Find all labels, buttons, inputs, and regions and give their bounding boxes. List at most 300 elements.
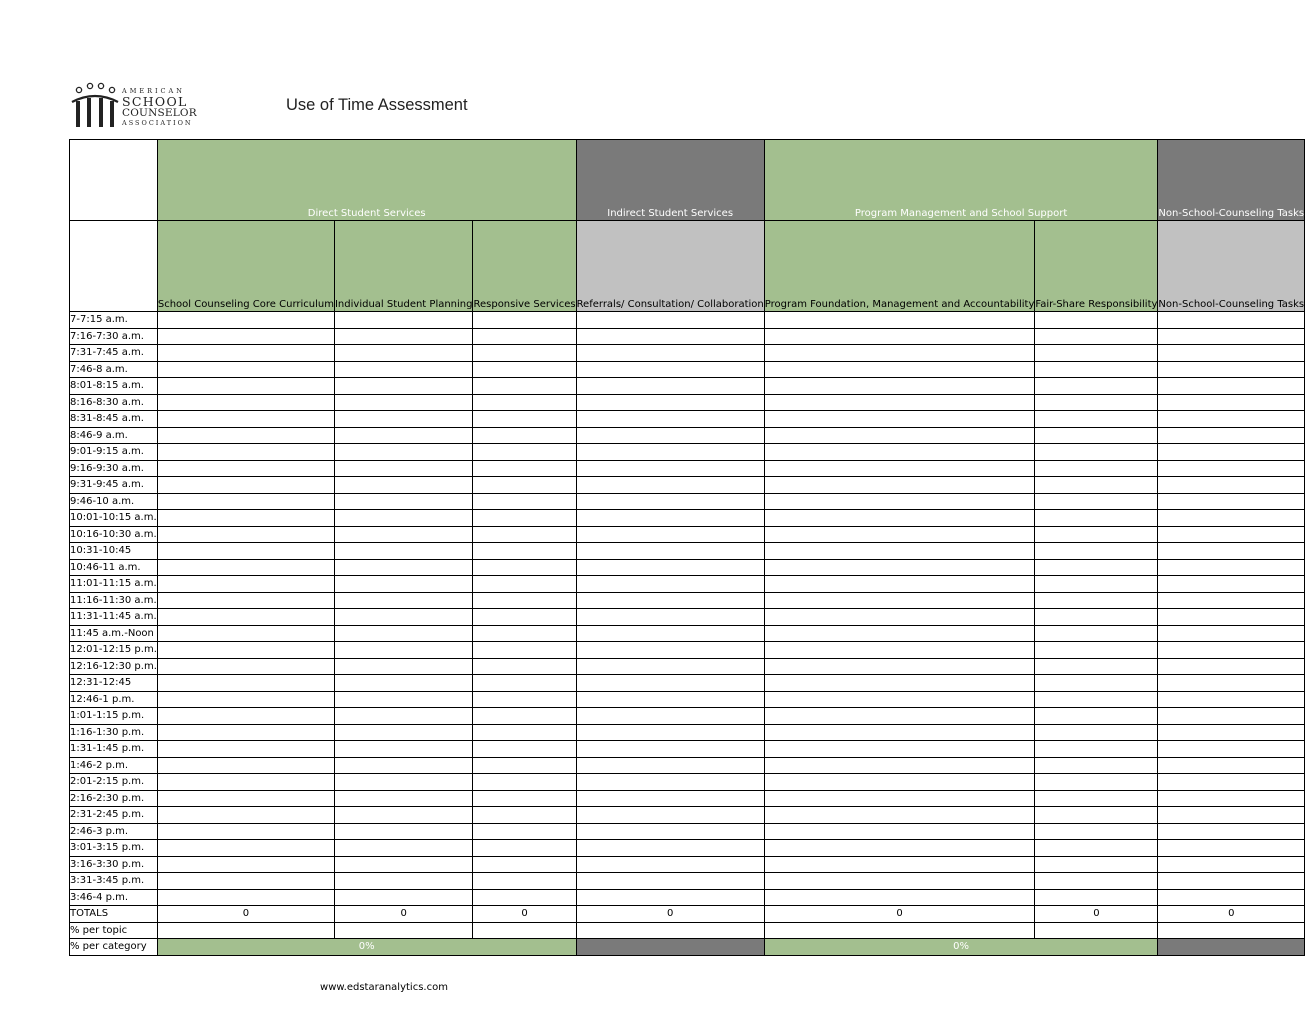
entry-cell[interactable] [576,807,764,824]
entry-cell[interactable] [764,840,1035,857]
entry-cell[interactable] [334,345,473,362]
entry-cell[interactable] [764,510,1035,527]
entry-cell[interactable] [576,774,764,791]
entry-cell[interactable] [764,675,1035,692]
entry-cell[interactable] [764,312,1035,329]
entry-cell[interactable] [764,724,1035,741]
entry-cell[interactable] [1035,856,1158,873]
entry-cell[interactable] [157,856,334,873]
table-row [70,312,1305,329]
entry-cell[interactable] [157,708,334,725]
time-assessment-table [69,139,1305,956]
entry-cell[interactable] [334,460,473,477]
entry-cell[interactable] [576,493,764,510]
entry-cell[interactable] [1035,460,1158,477]
entry-cell[interactable] [764,477,1035,494]
entry-cell[interactable] [764,361,1035,378]
entry-cell[interactable] [334,691,473,708]
entry-cell[interactable] [473,559,576,576]
entry-cell[interactable] [334,609,473,626]
entry-cell[interactable] [576,625,764,642]
entry-cell[interactable] [157,510,334,527]
entry-cell[interactable] [764,345,1035,362]
entry-cell[interactable] [473,576,576,593]
entry-cell[interactable] [576,394,764,411]
time-slot-label: 3:01-3:15 p.m. [70,840,158,857]
entry-cell[interactable] [334,361,473,378]
entry-cell[interactable] [1158,807,1305,824]
entry-cell[interactable] [334,378,473,395]
entry-cell[interactable] [157,444,334,461]
entry-cell[interactable] [473,856,576,873]
entry-cell[interactable] [1158,328,1305,345]
entry-cell[interactable] [334,675,473,692]
entry-cell[interactable] [473,444,576,461]
entry-cell[interactable] [1035,427,1158,444]
table-row [70,493,1305,510]
entry-cell[interactable] [764,576,1035,593]
per-topic-cell [334,922,473,939]
entry-cell[interactable] [334,642,473,659]
entry-cell[interactable] [1158,889,1305,906]
entry-cell[interactable] [157,592,334,609]
entry-cell[interactable] [576,312,764,329]
entry-cell[interactable] [473,840,576,857]
entry-cell[interactable] [764,856,1035,873]
table-row [70,724,1305,741]
entry-cell[interactable] [764,625,1035,642]
entry-cell[interactable] [473,312,576,329]
entry-cell[interactable] [764,741,1035,758]
entry-cell[interactable] [1035,361,1158,378]
entry-cell[interactable] [157,625,334,642]
entry-cell[interactable] [157,411,334,428]
entry-cell[interactable] [1158,625,1305,642]
total-value: 0 [473,906,576,923]
entry-cell[interactable] [576,790,764,807]
entry-cell[interactable] [334,840,473,857]
entry-cell[interactable] [473,378,576,395]
entry-cell[interactable] [764,493,1035,510]
entry-cell[interactable] [1035,312,1158,329]
entry-cell[interactable] [1158,741,1305,758]
entry-cell[interactable] [764,757,1035,774]
entry-cell[interactable] [576,840,764,857]
total-value: 0 [576,906,764,923]
entry-cell[interactable] [473,823,576,840]
per-category-row [70,939,1305,956]
entry-cell[interactable] [334,427,473,444]
entry-cell[interactable] [1035,411,1158,428]
entry-cell[interactable] [764,592,1035,609]
total-value: 0 [764,906,1035,923]
entry-cell[interactable] [576,741,764,758]
entry-cell[interactable] [157,889,334,906]
table-row [70,823,1305,840]
time-slot-label: 2:46-3 p.m. [70,823,158,840]
entry-cell[interactable] [576,708,764,725]
entry-cell[interactable] [764,658,1035,675]
entry-cell[interactable] [1158,345,1305,362]
entry-cell[interactable] [334,394,473,411]
entry-cell[interactable] [1035,790,1158,807]
entry-cell[interactable] [473,460,576,477]
total-value: 0 [334,906,473,923]
entry-cell[interactable] [334,559,473,576]
entry-cell[interactable] [1035,328,1158,345]
entry-cell[interactable] [157,328,334,345]
entry-cell[interactable] [473,526,576,543]
entry-cell[interactable] [1158,510,1305,527]
entry-cell[interactable] [1035,757,1158,774]
entry-cell[interactable] [334,526,473,543]
entry-cell[interactable] [1158,312,1305,329]
entry-cell[interactable] [1035,675,1158,692]
time-slot-label: 9:16-9:30 a.m. [70,460,158,477]
entry-cell[interactable] [1035,345,1158,362]
entry-cell[interactable] [1158,840,1305,857]
table-row [70,411,1305,428]
entry-cell[interactable] [1158,790,1305,807]
entry-cell[interactable] [157,724,334,741]
entry-cell[interactable] [334,625,473,642]
entry-cell[interactable] [473,724,576,741]
entry-cell[interactable] [334,477,473,494]
entry-cell[interactable] [1035,493,1158,510]
logo-line-american: AMERICAN [122,87,185,95]
time-slot-label: 9:31-9:45 a.m. [70,477,158,494]
entry-cell[interactable] [157,675,334,692]
entry-cell[interactable] [473,609,576,626]
entry-cell[interactable] [764,873,1035,890]
entry-cell[interactable] [1158,691,1305,708]
entry-cell[interactable] [334,757,473,774]
entry-cell[interactable] [1035,658,1158,675]
entry-cell[interactable] [1035,840,1158,857]
table-row [70,889,1305,906]
entry-cell[interactable] [334,444,473,461]
entry-cell[interactable] [157,609,334,626]
entry-cell[interactable] [1035,378,1158,395]
table-row [70,642,1305,659]
table-row [70,592,1305,609]
entry-cell[interactable] [1035,576,1158,593]
entry-cell[interactable] [157,493,334,510]
entry-cell[interactable] [473,642,576,659]
entry-cell[interactable] [576,889,764,906]
time-slot-label: 11:31-11:45 a.m. [70,609,158,626]
entry-cell[interactable] [764,823,1035,840]
entry-cell[interactable] [334,856,473,873]
category-header: Direct Student Services [157,140,576,221]
entry-cell[interactable] [157,790,334,807]
entry-cell[interactable] [157,741,334,758]
entry-cell[interactable] [1158,394,1305,411]
table-row [70,576,1305,593]
entry-cell[interactable] [473,675,576,692]
entry-cell[interactable] [157,312,334,329]
entry-cell[interactable] [157,691,334,708]
entry-cell[interactable] [1158,576,1305,593]
table-row [70,526,1305,543]
entry-cell[interactable] [576,658,764,675]
entry-cell[interactable] [334,741,473,758]
entry-cell[interactable] [157,345,334,362]
time-slot-label: 8:01-8:15 a.m. [70,378,158,395]
entry-cell[interactable] [157,658,334,675]
entry-cell[interactable] [764,328,1035,345]
entry-cell[interactable] [473,592,576,609]
entry-cell[interactable] [576,328,764,345]
entry-cell[interactable] [576,427,764,444]
entry-cell[interactable] [1158,411,1305,428]
entry-cell[interactable] [1035,889,1158,906]
entry-cell[interactable] [157,559,334,576]
entry-cell[interactable] [1158,642,1305,659]
entry-cell[interactable] [576,691,764,708]
table-row [70,378,1305,395]
entry-cell[interactable] [1158,757,1305,774]
entry-cell[interactable] [334,576,473,593]
category-header: Non-School-Counseling Tasks [1158,140,1305,221]
entry-cell[interactable] [764,378,1035,395]
entry-cell[interactable] [764,790,1035,807]
entry-cell[interactable] [334,724,473,741]
entry-cell[interactable] [157,477,334,494]
table-row [70,741,1305,758]
entry-cell[interactable] [576,724,764,741]
entry-cell[interactable] [1035,823,1158,840]
entry-cell[interactable] [1158,823,1305,840]
entry-cell[interactable] [157,378,334,395]
entry-cell[interactable] [576,510,764,527]
entry-cell[interactable] [1158,774,1305,791]
entry-cell[interactable] [157,807,334,824]
table-row [70,444,1305,461]
entry-cell[interactable] [576,345,764,362]
entry-cell[interactable] [576,411,764,428]
entry-cell[interactable] [764,807,1035,824]
table-row [70,394,1305,411]
entry-cell[interactable] [473,345,576,362]
entry-cell[interactable] [334,790,473,807]
column-header: School Counseling Core Curriculum [157,221,334,312]
entry-cell[interactable] [576,823,764,840]
entry-cell[interactable] [576,559,764,576]
per-category-cell: 0% [764,939,1158,956]
entry-cell[interactable] [334,708,473,725]
entry-cell[interactable] [473,741,576,758]
table-row [70,328,1305,345]
entry-cell[interactable] [764,543,1035,560]
entry-cell[interactable] [576,543,764,560]
entry-cell[interactable] [1035,592,1158,609]
entry-cell[interactable] [1035,394,1158,411]
entry-cell[interactable] [157,642,334,659]
entry-cell[interactable] [1158,708,1305,725]
entry-cell[interactable] [473,477,576,494]
time-slot-label: 8:31-8:45 a.m. [70,411,158,428]
entry-cell[interactable] [764,411,1035,428]
per-category-cell [1158,939,1305,956]
time-slot-label: 8:16-8:30 a.m. [70,394,158,411]
entry-cell[interactable] [473,757,576,774]
entry-cell[interactable] [1158,361,1305,378]
entry-cell[interactable] [1035,708,1158,725]
entry-cell[interactable] [334,543,473,560]
entry-cell[interactable] [334,312,473,329]
entry-cell[interactable] [1158,592,1305,609]
time-slot-label: 2:31-2:45 p.m. [70,807,158,824]
entry-cell[interactable] [157,427,334,444]
entry-cell[interactable] [473,889,576,906]
entry-cell[interactable] [334,807,473,824]
per-topic-row [70,922,1305,939]
table-row [70,559,1305,576]
entry-cell[interactable] [473,691,576,708]
entry-cell[interactable] [576,444,764,461]
entry-cell[interactable] [764,427,1035,444]
table-row [70,774,1305,791]
entry-cell[interactable] [764,394,1035,411]
entry-cell[interactable] [764,460,1035,477]
entry-cell[interactable] [764,708,1035,725]
entry-cell[interactable] [1158,609,1305,626]
entry-cell[interactable] [1158,378,1305,395]
entry-cell[interactable] [334,873,473,890]
entry-cell[interactable] [764,889,1035,906]
entry-cell[interactable] [1158,444,1305,461]
entry-cell[interactable] [473,328,576,345]
entry-cell[interactable] [764,526,1035,543]
entry-cell[interactable] [1035,526,1158,543]
footer-url: www.edstaranalytics.com [320,982,448,993]
entry-cell[interactable] [576,460,764,477]
entry-cell[interactable] [473,774,576,791]
entry-cell[interactable] [764,642,1035,659]
column-header: Program Foundation, Management and Accountability [764,221,1035,312]
entry-cell[interactable] [1158,675,1305,692]
entry-cell[interactable] [576,592,764,609]
entry-cell[interactable] [157,361,334,378]
entry-cell[interactable] [473,625,576,642]
entry-cell[interactable] [576,642,764,659]
entry-cell[interactable] [157,774,334,791]
entry-cell[interactable] [473,394,576,411]
entry-cell[interactable] [473,493,576,510]
entry-cell[interactable] [334,411,473,428]
entry-cell[interactable] [1035,609,1158,626]
entry-cell[interactable] [473,873,576,890]
entry-cell[interactable] [1158,543,1305,560]
logo-line-counselor: COUNSELOR [122,107,197,119]
entry-cell[interactable] [576,757,764,774]
entry-cell[interactable] [334,658,473,675]
entry-cell[interactable] [473,708,576,725]
entry-cell[interactable] [1035,510,1158,527]
entry-cell[interactable] [764,691,1035,708]
entry-cell[interactable] [576,609,764,626]
entry-cell[interactable] [157,526,334,543]
entry-cell[interactable] [1035,559,1158,576]
entry-cell[interactable] [1035,691,1158,708]
entry-cell[interactable] [157,840,334,857]
category-header: Program Management and School Support [764,140,1158,221]
entry-cell[interactable] [1158,856,1305,873]
entry-cell[interactable] [157,823,334,840]
totals-row [70,906,1305,923]
entry-cell[interactable] [157,394,334,411]
entry-cell[interactable] [1035,543,1158,560]
entry-cell[interactable] [157,873,334,890]
entry-cell[interactable] [334,493,473,510]
entry-cell[interactable] [473,790,576,807]
entry-cell[interactable] [1035,807,1158,824]
entry-cell[interactable] [1035,444,1158,461]
entry-cell[interactable] [1158,526,1305,543]
entry-cell[interactable] [1158,658,1305,675]
entry-cell[interactable] [1035,724,1158,741]
entry-cell[interactable] [157,757,334,774]
entry-cell[interactable] [334,328,473,345]
entry-cell[interactable] [1158,427,1305,444]
entry-cell[interactable] [473,510,576,527]
entry-cell[interactable] [764,609,1035,626]
entry-cell[interactable] [1158,873,1305,890]
entry-cell[interactable] [1035,625,1158,642]
entry-cell[interactable] [1158,493,1305,510]
entry-cell[interactable] [473,658,576,675]
time-slot-label: 11:16-11:30 a.m. [70,592,158,609]
entry-cell[interactable] [473,543,576,560]
entry-cell[interactable] [334,592,473,609]
entry-cell[interactable] [576,361,764,378]
entry-cell[interactable] [1035,642,1158,659]
entry-cell[interactable] [1035,873,1158,890]
entry-cell[interactable] [1158,460,1305,477]
entry-cell[interactable] [1158,559,1305,576]
entry-cell[interactable] [1158,477,1305,494]
entry-cell[interactable] [334,510,473,527]
entry-cell[interactable] [576,576,764,593]
entry-cell[interactable] [576,526,764,543]
entry-cell[interactable] [576,873,764,890]
entry-cell[interactable] [764,444,1035,461]
table-row [70,460,1305,477]
entry-cell[interactable] [576,378,764,395]
entry-cell[interactable] [576,856,764,873]
entry-cell[interactable] [576,675,764,692]
time-slot-label: 7:31-7:45 a.m. [70,345,158,362]
entry-cell[interactable] [1035,477,1158,494]
entry-cell[interactable] [473,807,576,824]
entry-cell[interactable] [764,559,1035,576]
entry-cell[interactable] [157,460,334,477]
entry-cell[interactable] [157,543,334,560]
entry-cell[interactable] [334,823,473,840]
entry-cell[interactable] [576,477,764,494]
entry-cell[interactable] [334,774,473,791]
entry-cell[interactable] [473,361,576,378]
entry-cell[interactable] [157,576,334,593]
entry-cell[interactable] [1158,724,1305,741]
entry-cell[interactable] [764,774,1035,791]
entry-cell[interactable] [473,427,576,444]
entry-cell[interactable] [1035,774,1158,791]
entry-cell[interactable] [1035,741,1158,758]
entry-cell[interactable] [473,411,576,428]
entry-cell[interactable] [334,889,473,906]
